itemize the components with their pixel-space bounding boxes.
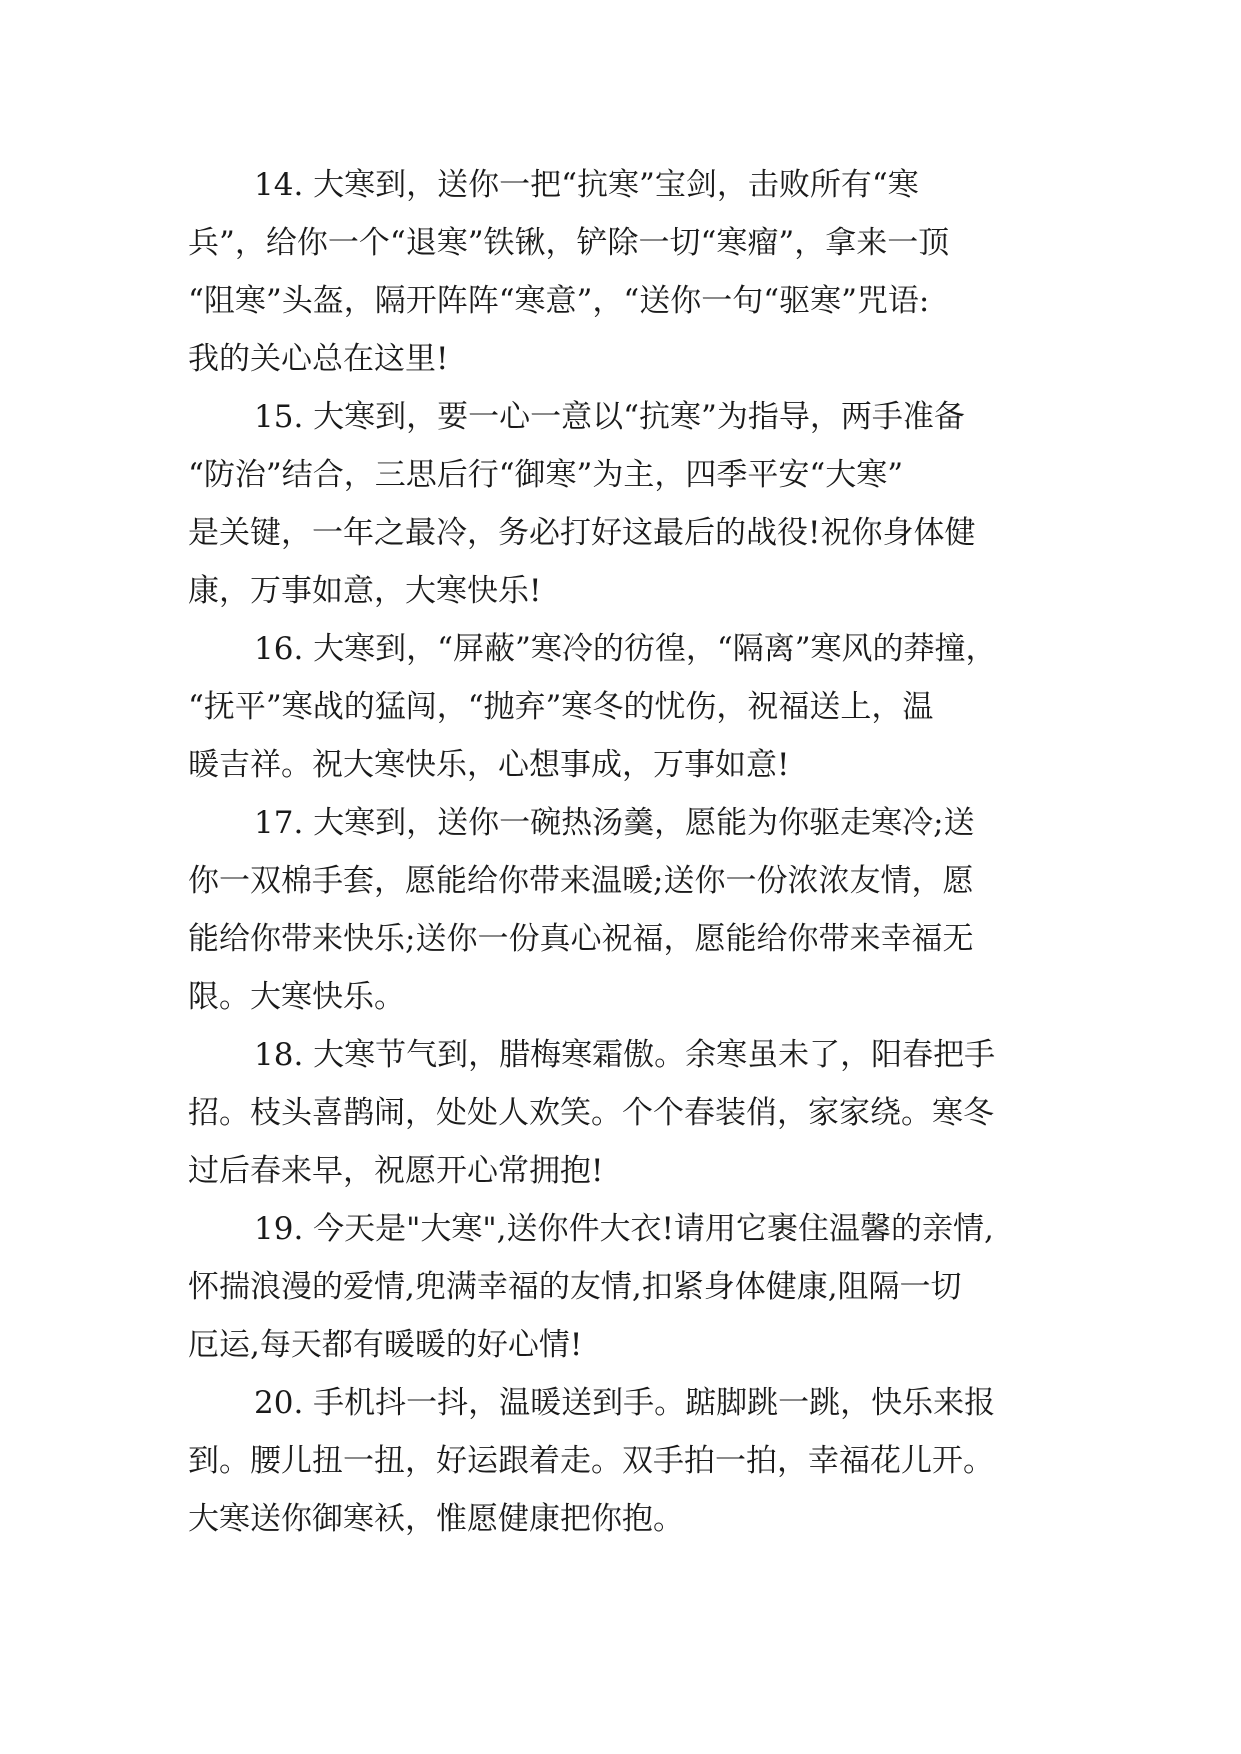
paragraph-line: 康，万事如意，大寒快乐! <box>188 573 542 609</box>
paragraph-line: 20. 手机抖一抖，温暖送到手。踮脚跳一跳，快乐来报 <box>254 1385 996 1421</box>
paragraph-19 <box>188 1200 1050 1374</box>
paragraph-18 <box>188 1026 1050 1200</box>
paragraph-17 <box>188 794 1050 1026</box>
paragraph-line: 过后春来早，祝愿开心常拥抱! <box>188 1153 604 1189</box>
paragraph-line: 14. 大寒到，送你一把“抗寒”宝剑，击败所有“寒 <box>254 167 919 203</box>
paragraph-line: “防治”结合，三思后行“御寒”为主，四季平安“大寒” <box>188 457 904 493</box>
paragraph-15 <box>188 388 1050 620</box>
paragraph-line: 18. 大寒节气到，腊梅寒霜傲。余寒虽未了，阳春把手 <box>254 1037 996 1073</box>
paragraph-line: 我的关心总在这里! <box>188 341 449 377</box>
paragraph-line: 暖吉祥。祝大寒快乐，心想事成，万事如意! <box>188 747 790 783</box>
paragraph-line: 15. 大寒到，要一心一意以“抗寒”为指导，两手准备 <box>254 399 965 435</box>
paragraph-line: 到。腰儿扭一扭，好运跟着走。双手拍一拍，幸福花儿开。 <box>188 1443 994 1479</box>
paragraph-line: 17. 大寒到，送你一碗热汤羹，愿能为你驱走寒冷;送 <box>254 805 975 841</box>
paragraph-line: 兵”，给你一个“退寒”铁锹，铲除一切“寒瘤”，拿来一顶 <box>188 225 950 261</box>
paragraph-line: 16. 大寒到，“屏蔽”寒冷的彷徨，“隔离”寒风的莽撞， <box>254 631 997 667</box>
paragraph-16 <box>188 620 1050 794</box>
paragraph-line: 怀揣浪漫的爱情,兜满幸福的友情,扣紧身体健康,阻隔一切 <box>188 1269 962 1305</box>
paragraph-line: 大寒送你御寒袄，惟愿健康把你抱。 <box>188 1501 684 1537</box>
paragraph-line: 限。大寒快乐。 <box>188 979 405 1015</box>
paragraph-line: 你一双棉手套，愿能给你带来温暖;送你一份浓浓友情，愿 <box>188 863 974 899</box>
paragraph-line: 是关键，一年之最冷，务必打好这最后的战役!祝你身体健 <box>188 515 976 551</box>
paragraph-line: 厄运,每天都有暖暖的好心情! <box>188 1327 583 1363</box>
paragraph-line: 19. 今天是"大寒",送你件大衣!请用它裹住温馨的亲情, <box>254 1211 994 1247</box>
paragraph-line: 能给你带来快乐;送你一份真心祝福，愿能给你带来幸福无 <box>188 921 974 957</box>
paragraph-line: 招。枝头喜鹊闹，处处人欢笑。个个春装俏，家家绕。寒冬 <box>188 1095 994 1131</box>
paragraph-20 <box>188 1374 1050 1548</box>
document-body <box>188 156 1050 1548</box>
paragraph-line: “阻寒”头盔，隔开阵阵“寒意”，“送你一句“驱寒”咒语: <box>188 283 930 319</box>
paragraph-14 <box>188 156 1050 388</box>
paragraph-line: “抚平”寒战的猛闯，“抛弃”寒冬的忧伤，祝福送上，温 <box>188 689 934 725</box>
